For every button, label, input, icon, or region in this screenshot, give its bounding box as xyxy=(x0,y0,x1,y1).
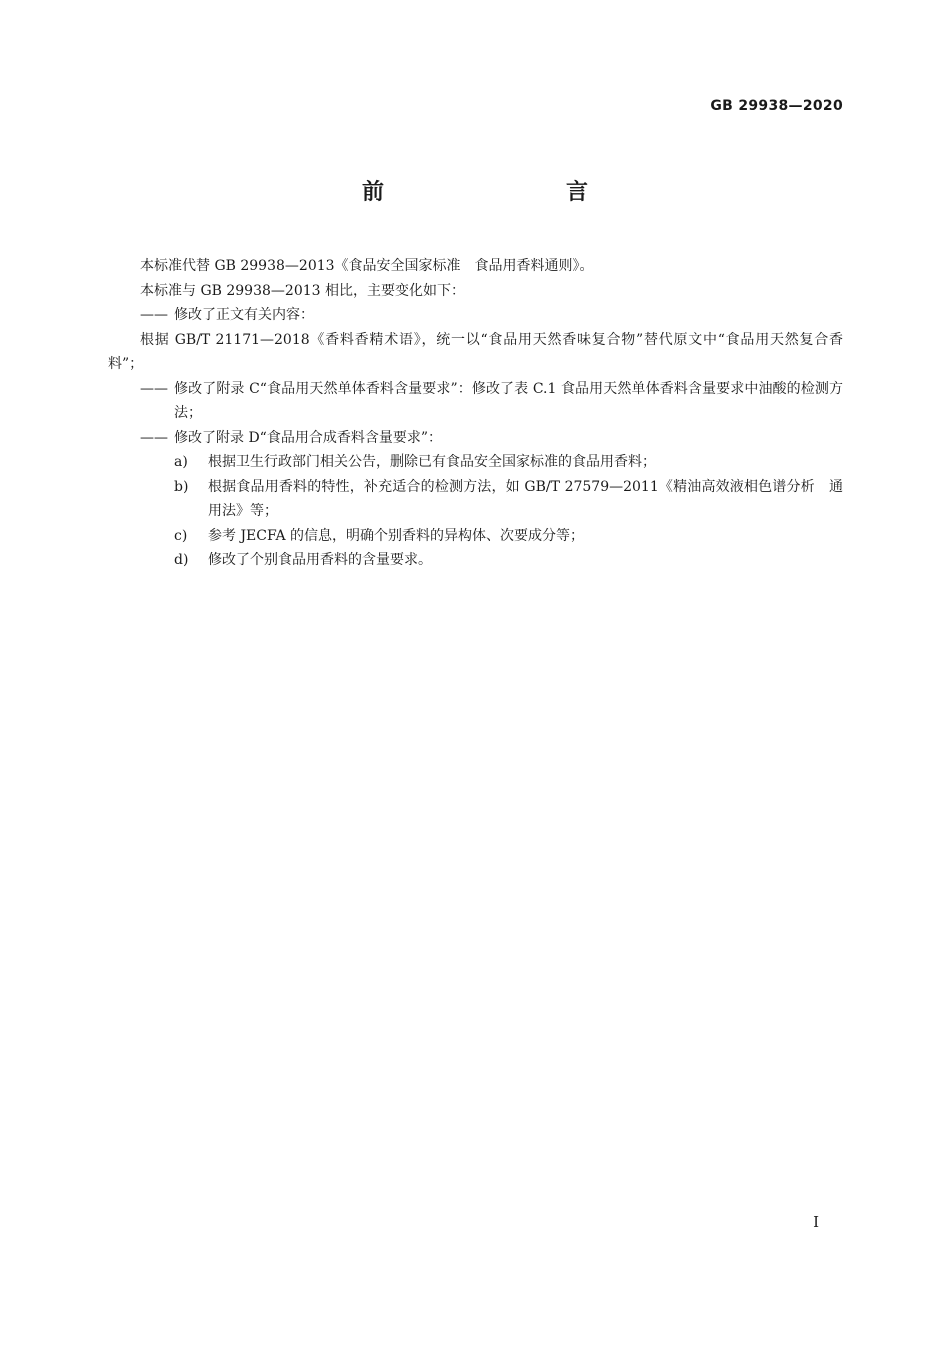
dash-item-text: 修改了附录 C“食品用天然单体香料含量要求”：修改了表 C.1 食品用天然单体香料含量要求中油酸的检测方法； xyxy=(174,380,843,421)
list-item-text: 根据卫生行政部门相关公告，删除已有食品安全国家标准的食品用香料； xyxy=(208,454,656,470)
list-item-text: 修改了个别食品用香料的含量要求。 xyxy=(208,552,432,568)
dash-item-annex-c xyxy=(108,377,843,426)
list-item-text: 根据食品用香料的特性，补充适合的检测方法，如 GB/T 27579—2011《精油高效液相色谱分析 通用法》等； xyxy=(208,478,843,519)
paragraph-changes-intro: 本标准与 GB 29938—2013 相比，主要变化如下： xyxy=(140,282,465,299)
dash-item-text: 修改了附录 D“食品用合成香料含量要求”： xyxy=(174,429,442,446)
list-marker: b) xyxy=(174,478,189,495)
dash-mark: —— xyxy=(140,380,168,397)
page-title: 前 言 xyxy=(361,180,634,205)
list-item-c xyxy=(108,524,843,549)
dash-item-text: 修改了正文有关内容： xyxy=(174,307,314,323)
list-item-d xyxy=(108,548,843,573)
foreword-body xyxy=(108,254,843,573)
dash-mark: —— xyxy=(140,307,168,323)
standard-number: GB 29938—2020 xyxy=(710,98,843,114)
list-marker: d) xyxy=(174,552,189,568)
dash-mark: —— xyxy=(140,429,168,446)
dash-item-annex-d xyxy=(108,426,843,451)
dash-item-main-text xyxy=(108,303,843,328)
list-item-text: 参考 JECFA 的信息，明确个别香料的异构体、次要成分等； xyxy=(208,527,585,544)
list-item-a xyxy=(108,450,843,475)
list-marker: c) xyxy=(174,527,188,544)
list-item-b xyxy=(108,475,843,524)
list-marker: a) xyxy=(174,454,188,470)
page-number: I xyxy=(813,1213,819,1231)
paragraph-terminology: 根据 GB/T 21171—2018《香料香精术语》，统一以“食品用天然香味复合物”替代原文中“食品用天然复合香料”； xyxy=(108,331,843,372)
paragraph-replaces: 本标准代替 GB 29938—2013《食品安全国家标准 食品用香料通则》。 xyxy=(140,258,594,274)
